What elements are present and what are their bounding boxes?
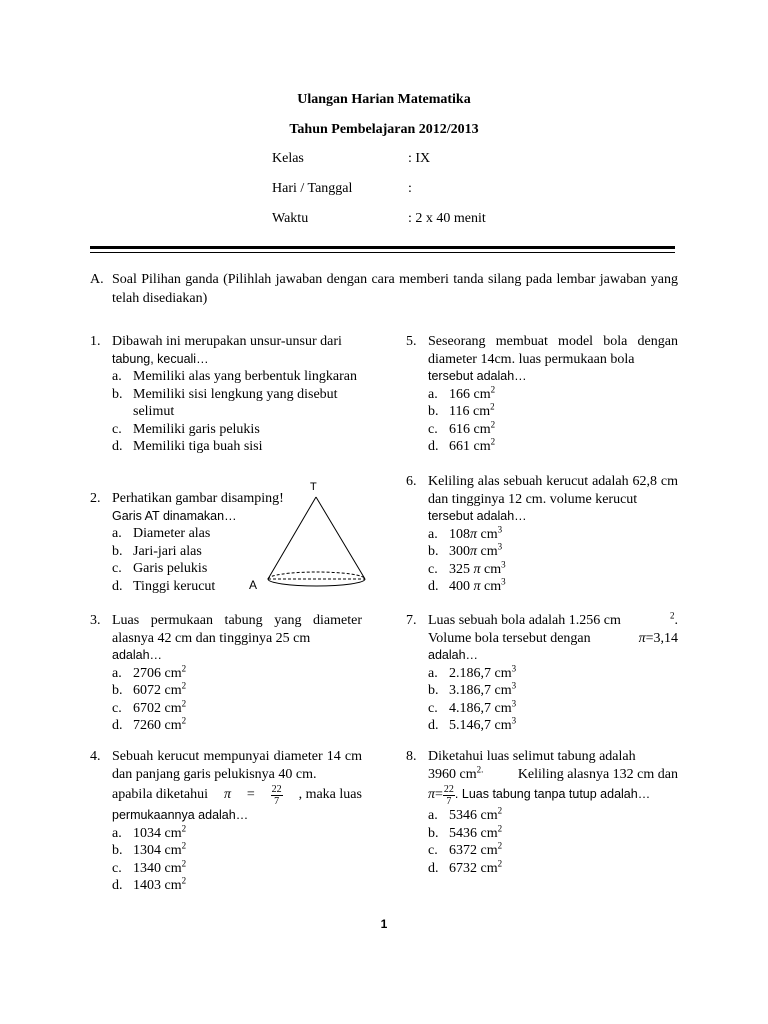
fraction-22-7 — [271, 784, 283, 807]
question-5 — [406, 333, 678, 456]
stem-line: Keliling alas sebuah kerucut adalah 62,8 cm dan tingginya 12 cm. volume kerucut — [428, 474, 678, 507]
option-text: 6072 cm — [133, 683, 182, 698]
unit-exponent: 2 — [181, 680, 187, 691]
option-value: 108 — [449, 526, 470, 542]
section-a-instruction — [90, 270, 678, 308]
stem-text: . Luas tabung tanpa tutup adalah… — [454, 787, 651, 802]
stem-text: . — [674, 613, 678, 628]
school-year: Tahun Pembelajaran 2012/2013 — [289, 122, 479, 137]
question-stem — [428, 748, 678, 807]
page-number: 1 — [380, 917, 388, 931]
question-4 — [90, 748, 362, 895]
option-letter: d. — [112, 578, 123, 594]
stem-text: apabila diketahui — [112, 787, 209, 803]
question-stem — [112, 333, 362, 368]
option-a[interactable] — [112, 662, 362, 683]
unit-exponent: 2 — [490, 383, 496, 394]
option-text: 5346 cm — [449, 808, 498, 823]
stem-line: Garis AT dinamakan… — [112, 508, 237, 523]
option-letter: a. — [112, 825, 122, 841]
option-unit: cm — [480, 579, 502, 594]
stem-text: Keliling alasnya 132 cm dan — [517, 766, 678, 782]
pi-symbol: π — [638, 630, 646, 646]
option-text: 6702 cm — [133, 700, 182, 716]
option-letter: c. — [112, 860, 122, 876]
option-text: Memiliki sisi lengkung yang disebut selimut — [133, 386, 338, 419]
option-d[interactable] — [428, 578, 678, 596]
option-a[interactable] — [112, 822, 362, 843]
option-b[interactable] — [112, 682, 362, 700]
option-c[interactable] — [112, 421, 362, 439]
option-text: 616 cm — [449, 421, 491, 437]
fraction-numerator: 22 — [443, 783, 454, 795]
option-letter: d. — [112, 878, 123, 893]
option-value: 325 — [449, 561, 474, 577]
option-text: 1403 cm — [133, 878, 182, 893]
question-number: 7. — [406, 613, 417, 628]
option-letter: c. — [428, 843, 438, 858]
option-letter: a. — [428, 526, 438, 542]
option-letter: d. — [428, 439, 439, 454]
option-letter: b. — [112, 683, 123, 698]
stem-line: Dibawah ini merupakan unsur-unsur dari — [112, 334, 342, 349]
fraction-22-7 — [443, 784, 455, 807]
question-1 — [90, 333, 362, 456]
option-letter: b. — [428, 683, 439, 698]
exam-title: Ulangan Harian Matematika — [297, 92, 471, 107]
unit-exponent: 3 — [511, 697, 517, 708]
option-d[interactable] — [428, 717, 678, 735]
option-c[interactable] — [428, 558, 678, 579]
stem-line: Seseorang membuat model bola dengan diameter 14cm. luas permukaan bola — [428, 334, 678, 367]
stem-line: Diketahui luas selimut tabung adalah — [428, 749, 636, 764]
unit-exponent: 3 — [511, 680, 517, 691]
equals-sign: = — [435, 787, 443, 803]
stem-line: Luas permukaan tabung yang diameter alasnya 42 cm dan tingginya 25 cm — [112, 613, 362, 646]
section-a-letter: A. — [90, 272, 104, 287]
option-letter: a. — [428, 665, 438, 681]
option-b[interactable] — [428, 822, 678, 843]
fraction-denominator: 7 — [446, 795, 452, 807]
fraction-denominator: 7 — [274, 795, 280, 807]
question-number: 3. — [90, 613, 101, 628]
option-letter: c. — [112, 561, 122, 576]
option-text: 3.186,7 cm — [449, 683, 512, 698]
option-b[interactable] — [428, 682, 678, 700]
unit-exponent: 2 — [497, 840, 503, 851]
section-a-text: Soal Pilihan ganda (Pilihlah jawaban dengan cara memberi tanda silang pada lembar jawaban yang telah disediakan) — [112, 272, 678, 306]
fraction-numerator: 22 — [271, 783, 282, 795]
option-text: Garis pelukis — [133, 561, 208, 576]
question-number: 4. — [90, 749, 101, 764]
unit-exponent: 3 — [511, 715, 517, 726]
question-number: 2. — [90, 491, 101, 506]
stem-line: Perhatikan gambar disamping! — [112, 491, 284, 506]
option-text: Memiliki alas yang berbentuk lingkaran — [133, 369, 357, 384]
option-letter: b. — [428, 825, 439, 841]
unit-exponent: 3 — [511, 662, 517, 673]
question-number: 8. — [406, 749, 417, 764]
question-7 — [406, 612, 678, 735]
unit-exponent: 2 — [181, 875, 187, 886]
option-text: Diameter alas — [133, 526, 211, 541]
question-number: 6. — [406, 474, 417, 489]
unit-exponent: 2 — [181, 715, 187, 726]
option-text: 2.186,7 cm — [449, 665, 512, 681]
cone-figure — [244, 480, 374, 592]
pi-symbol: π — [470, 526, 478, 542]
option-d[interactable] — [428, 857, 678, 878]
option-text: 166 cm — [449, 386, 491, 402]
kelas-label: Kelas — [272, 151, 304, 166]
option-a[interactable] — [112, 368, 362, 386]
unit-exponent: 3 — [501, 576, 506, 587]
option-a[interactable] — [428, 523, 678, 544]
option-unit: cm — [480, 561, 502, 577]
cone-label-a: A — [249, 578, 258, 592]
question-3 — [90, 612, 362, 735]
option-c[interactable] — [112, 857, 362, 878]
stem-text: =3,14 — [645, 630, 678, 646]
stem-text: 3960 cm — [428, 766, 477, 782]
option-c[interactable] — [428, 697, 678, 718]
waktu-label: Waktu — [272, 211, 309, 226]
option-b[interactable] — [112, 842, 362, 860]
option-letter: b. — [112, 543, 123, 559]
kelas-value: : IX — [408, 151, 431, 166]
stem-text: Volume bola tersebut dengan — [428, 630, 591, 646]
option-text: 5.146,7 cm — [449, 718, 512, 733]
stem-line: Sebuah kerucut mempunyai diameter 14 cm dan panjang garis pelukisnya 40 cm. — [112, 749, 362, 782]
stem-line: permukaannya adalah… — [112, 808, 249, 822]
option-d[interactable] — [112, 717, 362, 735]
option-letter: a. — [428, 808, 438, 823]
option-d[interactable] — [428, 438, 678, 456]
option-b[interactable] — [112, 386, 362, 421]
stem-formula-line — [428, 783, 678, 807]
pi-symbol: π — [470, 544, 478, 559]
option-text: Tinggi kerucut — [133, 578, 216, 594]
unit-exponent: 2 — [181, 822, 187, 833]
header-rule-thin — [90, 252, 675, 253]
question-stem — [112, 612, 362, 665]
stem-line — [428, 630, 678, 648]
stem-line: tersebut adalah… — [428, 509, 527, 523]
cone-base-front — [268, 579, 365, 586]
hari-value: : — [408, 181, 412, 196]
pi-symbol: π — [473, 561, 481, 577]
option-text: 5436 cm — [449, 825, 498, 841]
option-d[interactable] — [112, 877, 362, 895]
option-text: 1034 cm — [133, 825, 182, 841]
question-8 — [406, 748, 678, 877]
pi-symbol: π — [223, 787, 231, 803]
waktu-value: : 2 x 40 menit — [408, 211, 486, 226]
option-text: 116 cm — [449, 404, 491, 419]
option-letter: c. — [428, 421, 438, 437]
option-unit: cm — [477, 526, 498, 542]
option-letter: a. — [112, 369, 122, 384]
question-stem — [428, 612, 678, 665]
equals-sign: = — [246, 787, 255, 803]
option-text: 6372 cm — [449, 843, 498, 858]
cone-slant-edges — [268, 497, 365, 579]
option-c[interactable] — [112, 697, 362, 718]
option-letter: d. — [112, 439, 123, 454]
option-letter: d. — [428, 718, 439, 733]
option-value: 400 — [449, 579, 474, 594]
option-letter: c. — [112, 421, 122, 437]
stem-formula-line — [112, 783, 362, 807]
pi-symbol: π — [473, 579, 481, 594]
option-c[interactable] — [428, 418, 678, 439]
option-letter: a. — [112, 526, 122, 541]
question-stem — [428, 473, 678, 526]
option-c[interactable] — [428, 842, 678, 860]
unit-exponent: 2. — [476, 763, 484, 774]
option-text: 6732 cm — [449, 860, 498, 876]
question-number: 5. — [406, 334, 417, 349]
unit-exponent: 2 — [181, 857, 187, 868]
unit-exponent: 3 — [497, 541, 503, 552]
option-letter: b. — [112, 843, 123, 858]
unit-exponent: 2 — [497, 822, 503, 833]
unit-exponent: 2 — [497, 805, 503, 816]
unit-exponent: 2 — [181, 697, 187, 708]
unit-exponent: 2 — [490, 436, 496, 447]
option-letter: b. — [428, 404, 439, 419]
question-stem — [428, 333, 678, 386]
unit-exponent: 3 — [501, 558, 506, 569]
option-letter: b. — [112, 386, 123, 402]
option-letter: d. — [112, 718, 123, 733]
option-text: 661 cm — [449, 439, 491, 454]
stem-text: Luas sebuah bola adalah 1.256 cm — [428, 613, 621, 628]
stem-line — [428, 763, 678, 784]
option-letter: c. — [428, 561, 438, 577]
option-b[interactable] — [428, 403, 678, 421]
option-text: 2706 cm — [133, 665, 182, 681]
unit-exponent: 2 — [497, 857, 503, 868]
hari-label: Hari / Tanggal — [272, 181, 353, 196]
option-a[interactable] — [428, 662, 678, 683]
option-a[interactable] — [428, 807, 678, 825]
header-rule-thick — [90, 246, 675, 249]
stem-line: tersebut adalah… — [428, 369, 527, 383]
option-text: 1304 cm — [133, 843, 182, 858]
option-text: Memiliki garis pelukis — [133, 421, 260, 437]
unit-exponent: 3 — [497, 523, 503, 534]
option-a[interactable] — [428, 383, 678, 404]
option-text: 4.186,7 cm — [449, 700, 512, 716]
unit-exponent: 2 — [490, 401, 495, 412]
unit-exponent: 2 — [670, 610, 675, 621]
option-letter: a. — [428, 386, 438, 402]
option-letter: c. — [112, 700, 122, 716]
option-d[interactable] — [112, 438, 362, 456]
option-b[interactable] — [428, 543, 678, 561]
cone-base-back — [268, 572, 365, 579]
option-text: 7260 cm — [133, 718, 182, 733]
stem-line: adalah… — [428, 648, 479, 662]
question-number: 1. — [90, 334, 101, 349]
option-text: Jari-jari alas — [133, 543, 202, 559]
unit-exponent: 2 — [181, 662, 187, 673]
unit-exponent: 2 — [490, 418, 496, 429]
option-letter: b. — [428, 544, 439, 559]
stem-line: adalah… — [112, 648, 163, 662]
option-letter: a. — [112, 665, 122, 681]
option-text: 1340 cm — [133, 860, 182, 876]
stem-line — [428, 612, 678, 630]
option-unit: cm — [477, 544, 498, 559]
option-letter: c. — [428, 700, 438, 716]
question-stem — [112, 748, 362, 825]
unit-exponent: 2 — [181, 840, 187, 851]
option-letter: d. — [428, 860, 439, 876]
option-letter: d. — [428, 579, 439, 594]
pi-symbol: π — [428, 787, 436, 803]
stem-text: , maka luas — [298, 787, 362, 803]
option-value: 300 — [449, 544, 470, 559]
stem-line: tabung, kecuali… — [112, 351, 209, 366]
question-6 — [406, 473, 678, 596]
cone-label-t: T — [310, 481, 317, 493]
option-text: Memiliki tiga buah sisi — [133, 439, 263, 454]
